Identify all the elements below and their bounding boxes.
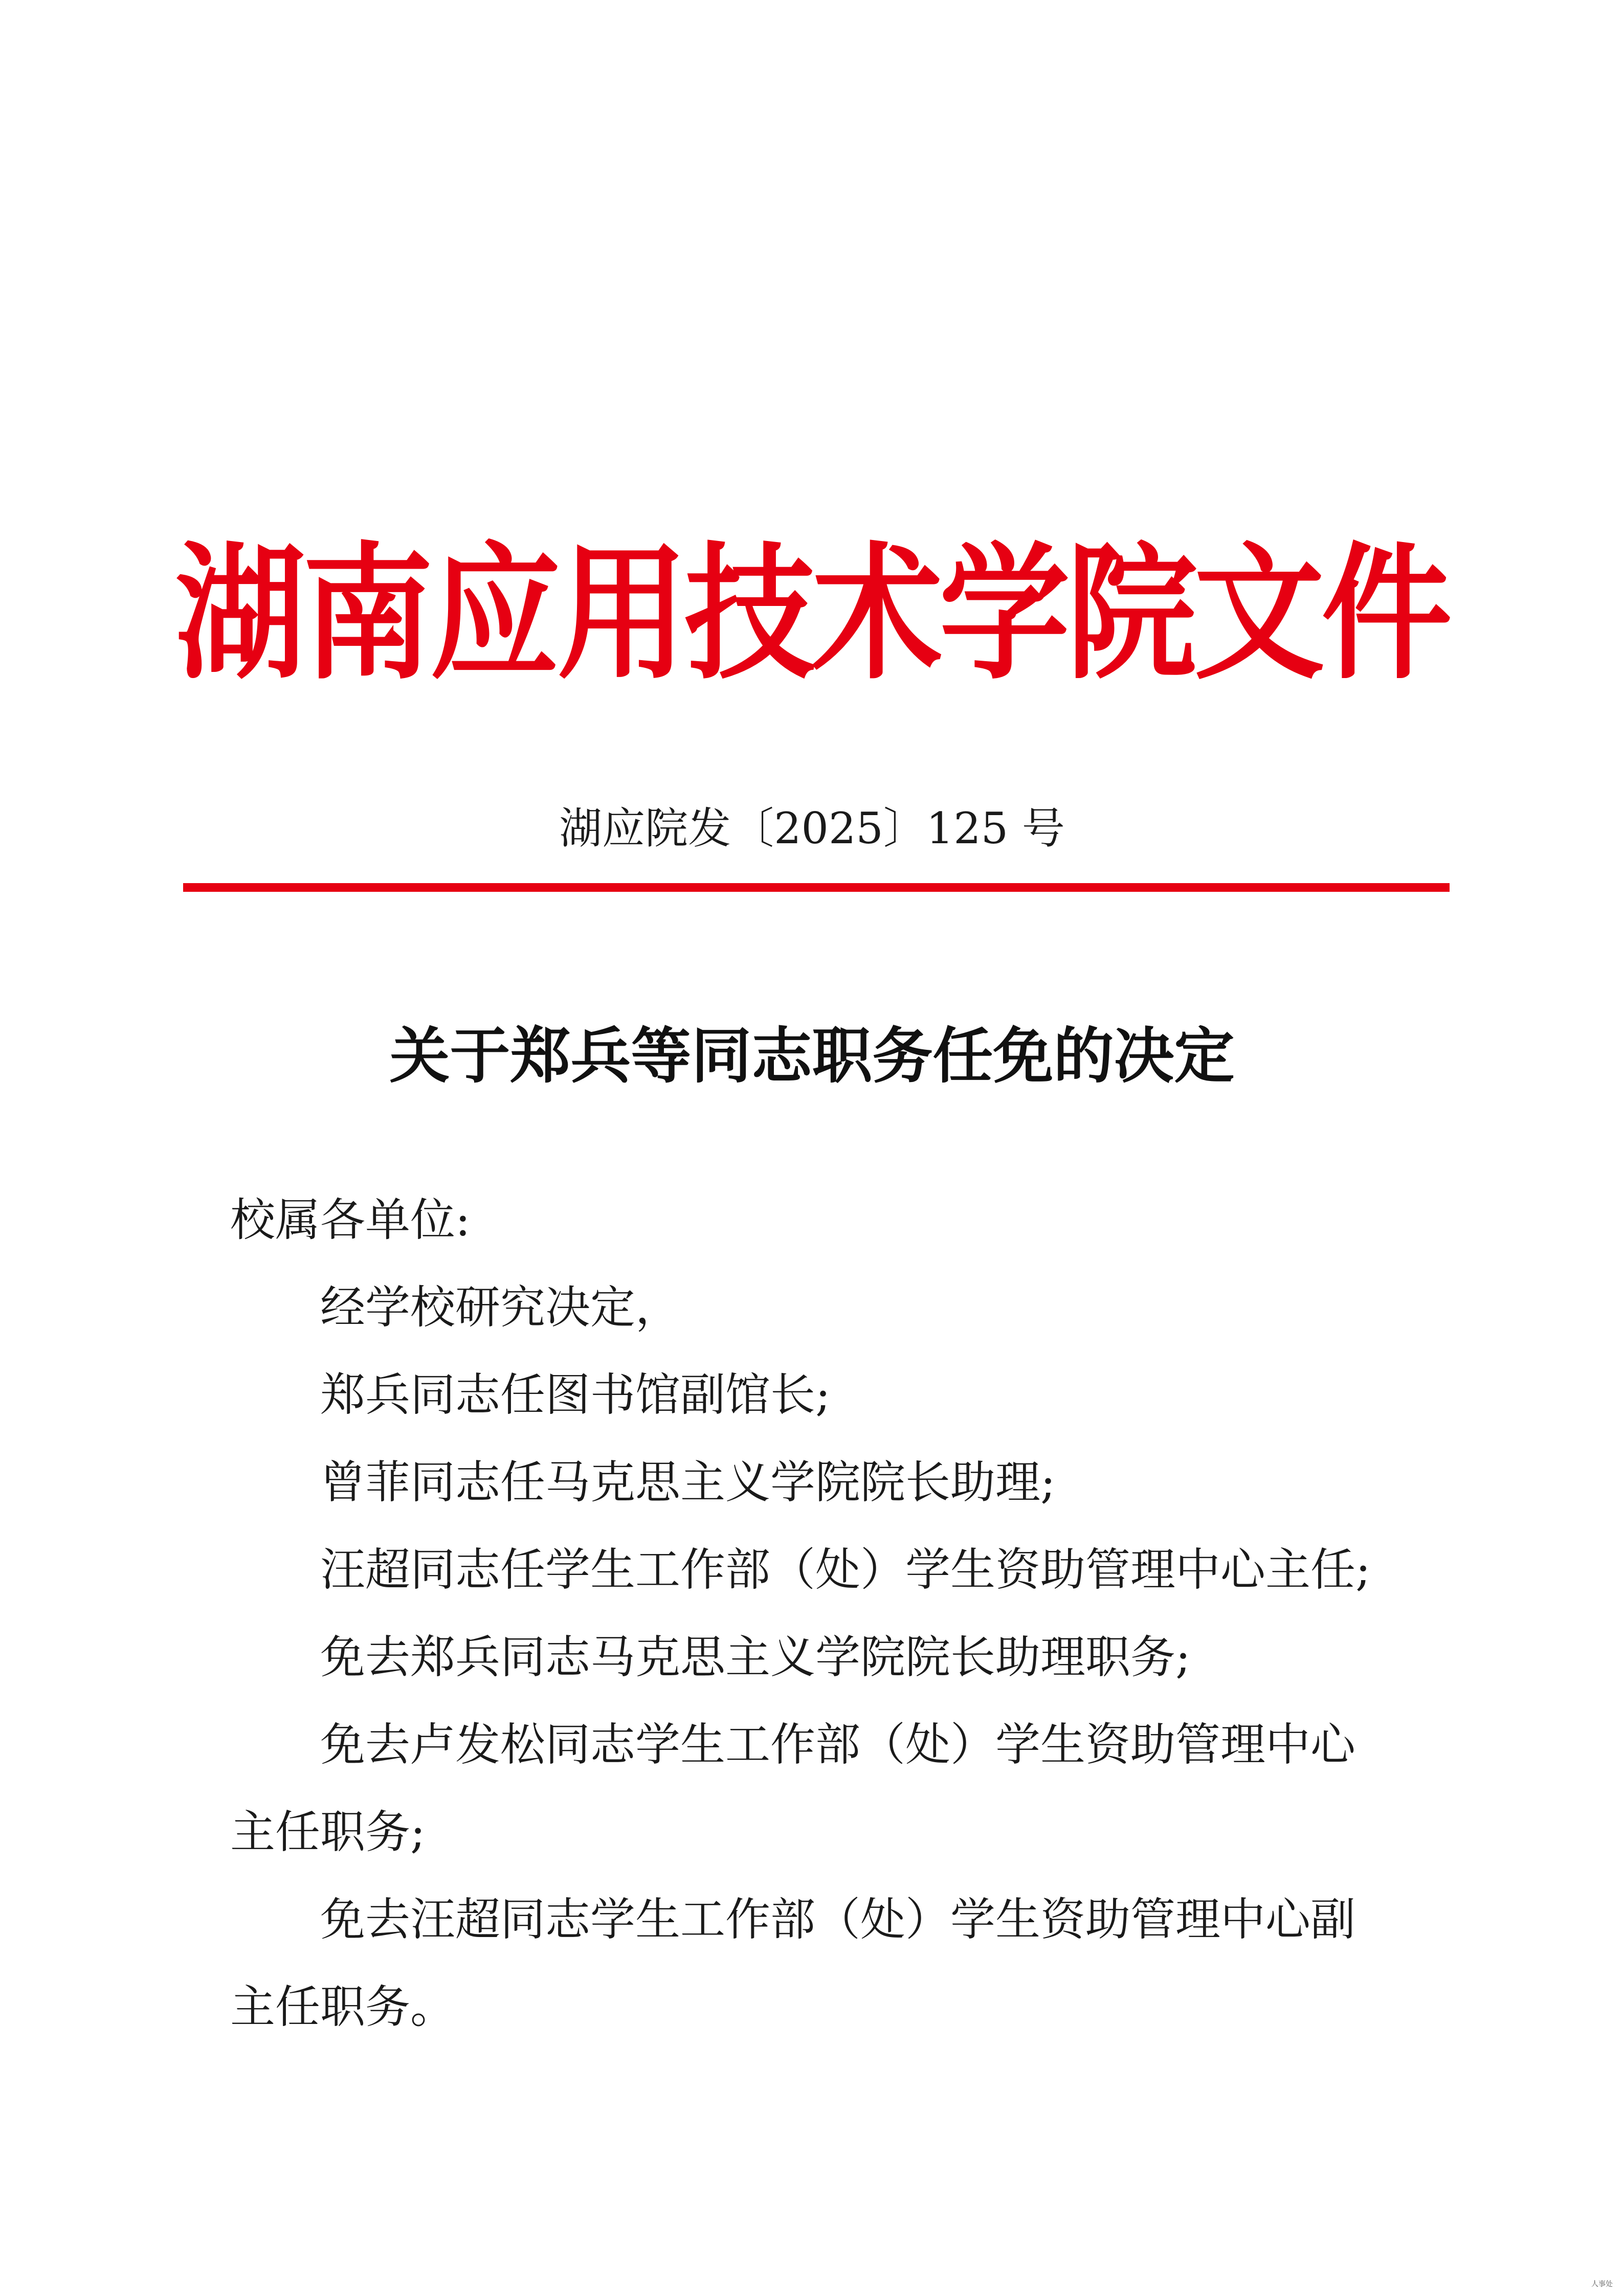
body-paragraph: 经学校研究决定， (320, 1281, 681, 1334)
footer-department-mark: 人事处 (1591, 2280, 1613, 2288)
document-body (230, 1176, 1396, 2051)
body-paragraph: 免去卢发松同志学生工作部（处）学生资助管理中心主任职务; (230, 1718, 1356, 1858)
red-divider-rule (183, 883, 1450, 892)
document-masthead (153, 511, 1471, 716)
body-paragraph: 郑兵同志任图书馆副馆长; (320, 1368, 831, 1421)
salutation: 校属各单位: (230, 1194, 471, 1246)
document-title: 关于郑兵等同志职务任免的决定 (389, 1020, 1235, 1091)
body-paragraph: 免去汪超同志学生工作部（处）学生资助管理中心副主任职务。 (230, 1893, 1356, 2033)
document-number: 湖应院发〔2025〕125 号 (559, 803, 1065, 853)
body-paragraph: 免去郑兵同志马克思主义学院院长助理职务; (320, 1631, 1191, 1683)
body-paragraph: 汪超同志任学生工作部（处）学生资助管理中心主任; (320, 1543, 1371, 1596)
masthead-text: 湖南应用技术学院文件 (175, 528, 1449, 700)
body-paragraph: 曾菲同志任马克思主义学院院长助理; (320, 1456, 1056, 1509)
